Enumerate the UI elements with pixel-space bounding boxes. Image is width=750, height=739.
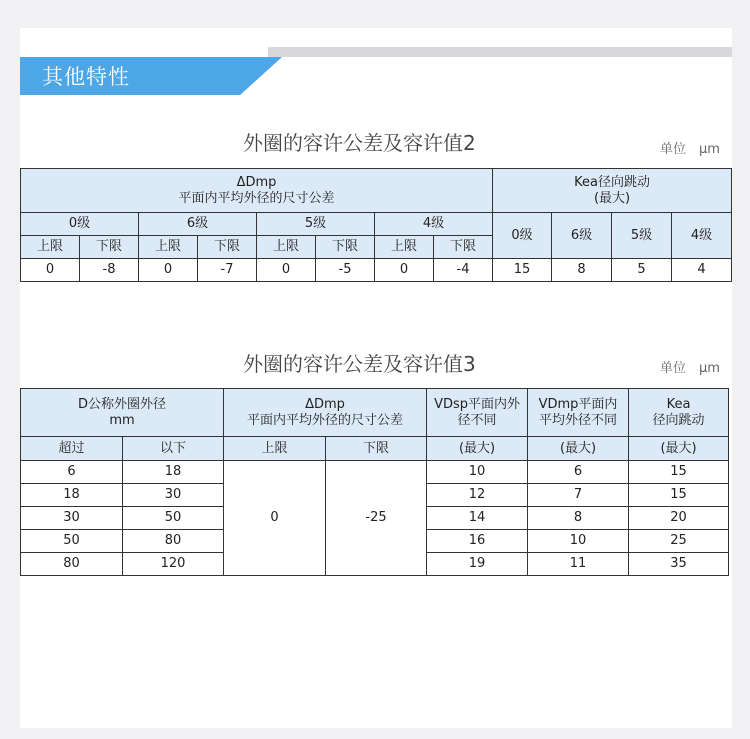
vdmp-header-line2: 平均外径不同 xyxy=(539,412,618,428)
dmp-header-line2: 平面内平均外径的尺寸公差 xyxy=(247,412,404,428)
max-header: (最大) xyxy=(427,437,528,461)
table-cell: 8 xyxy=(528,507,629,530)
dmp-header-line1: ΔDmp xyxy=(236,174,277,190)
lower-limit-header: 下限 xyxy=(326,437,427,461)
vdsp-header xyxy=(427,389,528,437)
lower-limit-header: 下限 xyxy=(316,236,375,259)
table-cell: 4 xyxy=(672,259,732,282)
kea-header-line1: Kea xyxy=(666,396,691,412)
vdsp-header-line2: 径不同 xyxy=(457,412,497,428)
kea-header-line2: (最大) xyxy=(593,190,631,206)
kea-header xyxy=(629,389,729,437)
table-cell: 20 xyxy=(629,507,729,530)
table1-title: 外圈的容许公差及容许值2 xyxy=(243,131,476,155)
table-cell: 15 xyxy=(493,259,552,282)
table-cell: 6 xyxy=(21,461,123,484)
table-cell: -4 xyxy=(434,259,493,282)
table-cell: 50 xyxy=(123,507,224,530)
table-cell: -5 xyxy=(316,259,375,282)
max-header: (最大) xyxy=(528,437,629,461)
table-cell: 18 xyxy=(123,461,224,484)
table1-unit: 单位 μm xyxy=(660,142,720,157)
upper-limit-header: 上限 xyxy=(257,236,316,259)
table-cell: 30 xyxy=(21,507,123,530)
diameter-header-line2: mm xyxy=(109,412,135,428)
dmp-header xyxy=(21,169,493,213)
diameter-header-line1: D公称外圈外径 xyxy=(78,396,167,412)
table-cell: 19 xyxy=(427,553,528,576)
table-cell: 0 xyxy=(375,259,434,282)
table-cell: 120 xyxy=(123,553,224,576)
grade-header: 0级 xyxy=(21,213,139,236)
banner-stripe xyxy=(268,47,732,57)
tolerance-table-2 xyxy=(20,388,729,576)
table-cell: -8 xyxy=(80,259,139,282)
dmp-lower-cell: -25 xyxy=(326,461,427,576)
table-cell: 30 xyxy=(123,484,224,507)
tolerance-table-1 xyxy=(20,168,732,282)
table-cell: 0 xyxy=(257,259,316,282)
table-cell: 14 xyxy=(427,507,528,530)
table-cell: 16 xyxy=(427,530,528,553)
under-header: 以下 xyxy=(123,437,224,461)
kea-grade-header: 4级 xyxy=(672,213,732,259)
table2-title: 外圈的容许公差及容许值3 xyxy=(243,352,476,376)
table-cell: 35 xyxy=(629,553,729,576)
table2-unit: 单位 μm xyxy=(660,361,720,376)
kea-grade-header: 6级 xyxy=(552,213,612,259)
lower-limit-header: 下限 xyxy=(80,236,139,259)
grade-header: 4级 xyxy=(375,213,493,236)
table-cell: -7 xyxy=(198,259,257,282)
upper-limit-header: 上限 xyxy=(375,236,434,259)
table-cell: 15 xyxy=(629,461,729,484)
vdmp-header xyxy=(528,389,629,437)
table-cell: 10 xyxy=(427,461,528,484)
table-cell: 50 xyxy=(21,530,123,553)
dmp-upper-cell: 0 xyxy=(224,461,326,576)
lower-limit-header: 下限 xyxy=(434,236,493,259)
over-header: 超过 xyxy=(21,437,123,461)
max-header: (最大) xyxy=(629,437,729,461)
table-cell: 11 xyxy=(528,553,629,576)
upper-limit-header: 上限 xyxy=(21,236,80,259)
vdmp-header-line1: VDmp平面内 xyxy=(538,396,618,412)
table-cell: 6 xyxy=(528,461,629,484)
dmp-header xyxy=(224,389,427,437)
table-cell: 25 xyxy=(629,530,729,553)
table-cell: 0 xyxy=(21,259,80,282)
lower-limit-header: 下限 xyxy=(198,236,257,259)
kea-header-line1: Kea径向跳动 xyxy=(574,174,650,190)
table-cell: 8 xyxy=(552,259,612,282)
dmp-header-line2: 平面内平均外径的尺寸公差 xyxy=(178,190,335,206)
vdsp-header-line1: VDsp平面内外 xyxy=(434,396,520,412)
table-cell: 15 xyxy=(629,484,729,507)
table-cell: 80 xyxy=(21,553,123,576)
upper-limit-header: 上限 xyxy=(139,236,198,259)
kea-grade-header: 5级 xyxy=(612,213,672,259)
kea-header xyxy=(493,169,732,213)
diameter-header xyxy=(21,389,224,437)
table-cell: 5 xyxy=(612,259,672,282)
table-cell: 12 xyxy=(427,484,528,507)
table-cell: 18 xyxy=(21,484,123,507)
upper-limit-header: 上限 xyxy=(224,437,326,461)
grade-header: 6级 xyxy=(139,213,257,236)
kea-grade-header: 0级 xyxy=(493,213,552,259)
kea-header-line2: 径向跳动 xyxy=(652,412,705,428)
table-row xyxy=(21,461,729,484)
section-title: 其他特性 xyxy=(42,65,130,89)
table-cell: 0 xyxy=(139,259,198,282)
grade-header: 5级 xyxy=(257,213,375,236)
dmp-header-line1: ΔDmp xyxy=(305,396,345,412)
table-cell: 10 xyxy=(528,530,629,553)
table-cell: 80 xyxy=(123,530,224,553)
table-cell: 7 xyxy=(528,484,629,507)
